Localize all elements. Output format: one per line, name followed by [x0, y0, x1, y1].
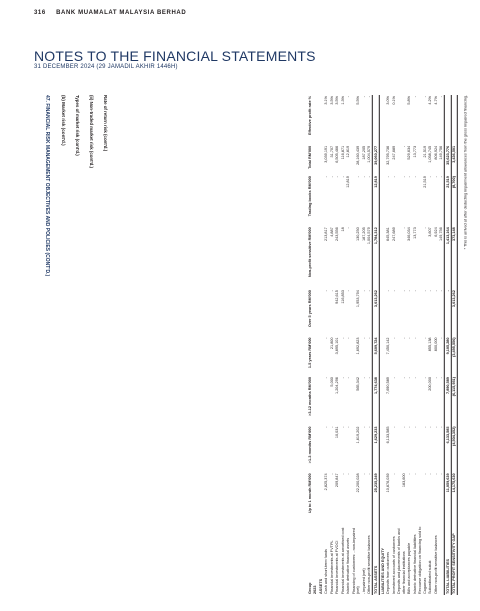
table-cell: 1,058,745	[427, 145, 432, 163]
table-cell: 0.1%	[391, 96, 396, 105]
table-cell: -	[391, 426, 396, 428]
column-header: >3-12 months RM'000	[307, 377, 312, 416]
table-cell: -	[433, 473, 438, 475]
subsection-heading: (b) Market risk (cont'd.)	[61, 95, 66, 146]
table-cell: 645,381	[385, 227, 390, 241]
subsection-heading: (ii) Non-traded market risk (cont'd.)	[89, 95, 94, 169]
table-cell: 247,689	[391, 145, 396, 160]
table-cell: 25,235,249	[373, 472, 380, 523]
table-cell: (8,700)	[451, 175, 458, 226]
table-cell: -	[438, 176, 443, 178]
row-label: Other non-profit sensitive balances	[367, 535, 372, 594]
table-cell: -	[406, 290, 411, 292]
table-cell: -	[361, 290, 366, 292]
table-cell: -	[346, 426, 351, 428]
table-cell: 2,825,374	[324, 473, 329, 491]
table-cell: 6,924	[433, 227, 438, 237]
row-label: - impaired (net)	[361, 568, 366, 594]
table-cell: -	[406, 176, 411, 178]
table-cell: 21,519	[422, 145, 427, 158]
table-cell: 1,204,296	[335, 377, 340, 394]
table-row	[396, 95, 406, 595]
table-cell: (3,495,556)	[451, 336, 458, 376]
row-label: Financing of customers: - non-impaired (net)	[351, 528, 361, 594]
table-cell: -	[412, 96, 417, 98]
table-cell: 3,039,191	[324, 145, 329, 163]
section-heading: 47. FINANCIAL RISK MANAGEMENT OBJECTIVES AND POLICIES (CONT'D.)	[44, 95, 50, 277]
table-cell: 243,556	[335, 227, 340, 241]
table-cell: -	[367, 426, 372, 428]
table-cell: 183,600	[401, 473, 406, 488]
table-cell: -	[438, 426, 443, 428]
table-cell: 9,105,280	[444, 336, 451, 376]
table-cell: 565,342	[356, 377, 361, 391]
table-cell: -	[438, 377, 443, 379]
table-cell: -	[401, 227, 406, 229]
page-number: 316	[34, 10, 46, 16]
table-cell: 3.0%	[385, 96, 390, 105]
publisher-name: BANK MUAMALAT MALAYSIA BERHAD	[56, 10, 187, 16]
table-cell: -	[401, 377, 406, 379]
table-cell: -	[385, 290, 390, 292]
table-cell: -	[433, 176, 438, 178]
row-label: Deposits from customers	[385, 552, 390, 594]
table-cell: -	[346, 337, 351, 339]
table-cell: 800,000	[433, 337, 438, 352]
table-cell: -	[433, 377, 438, 379]
table-cell: 1,619,202	[356, 426, 361, 444]
table-cell: 1,004,579	[367, 227, 372, 245]
table-cell: 373,148	[451, 226, 458, 289]
table-cell: 1,004,579	[367, 145, 372, 163]
table-cell: 247,689	[391, 227, 396, 241]
column-header: Up to 1 month RM'000	[307, 473, 312, 514]
page-header	[34, 10, 186, 16]
table-cell: 35,623,776	[444, 145, 451, 175]
table-cell: 22,200,028	[356, 473, 361, 493]
row-label: Islamic derivative financial assets	[346, 537, 351, 594]
table-cell: -	[412, 176, 417, 178]
table-cell: -	[367, 290, 372, 292]
table-cell: -	[438, 290, 443, 292]
column-header: Total RM'000	[307, 145, 312, 169]
table-cell: -	[412, 290, 417, 292]
table-cell: -	[412, 377, 417, 379]
subsection-heading: Types of market risk (cont'd.)	[75, 95, 80, 156]
table-cell: -	[367, 377, 372, 379]
table-cell: 1.3%	[340, 96, 345, 105]
table-cell	[451, 95, 458, 145]
table-cell: -	[438, 96, 443, 98]
table-cell: -	[324, 176, 329, 178]
table-cell: -	[422, 473, 427, 475]
table-cell: -	[406, 377, 411, 379]
table-cell: 3.1%	[324, 96, 329, 105]
row-label: Investment accounts of customers	[391, 536, 396, 594]
table-cell: (4,504,352)	[451, 426, 458, 473]
row-label: TOTAL ASSETS	[373, 523, 380, 595]
table-cell: -	[340, 176, 345, 178]
column-header: Group	[307, 582, 312, 594]
row-label: ASSETS	[318, 578, 323, 594]
table-body	[312, 95, 457, 595]
table-cell: -	[340, 377, 345, 379]
table-cell: -	[401, 176, 406, 178]
row-label: Financial investments at FVOCI	[335, 540, 340, 594]
table-cell: 3.5%	[335, 96, 340, 105]
table-cell: 942,615	[335, 290, 340, 304]
table-cell: -	[346, 377, 351, 379]
table-cell: 21,519	[422, 176, 427, 188]
column-header: Over 5 years RM'000	[307, 290, 312, 328]
table-cell: 130,250	[356, 227, 361, 241]
table-cell: -	[324, 290, 329, 292]
table-cell: -	[335, 176, 340, 178]
rate-of-return-table	[307, 95, 458, 595]
table-cell: -	[346, 473, 351, 475]
table-cell: 11,059,639	[444, 472, 451, 523]
table-cell: -	[406, 426, 411, 428]
table-row	[351, 95, 361, 595]
table-cell: 31,707	[329, 145, 334, 158]
subsection-heading: Rate of return risk (cont'd.)	[103, 95, 108, 152]
row-label: TOTAL PROFIT SENSITIVITY GAP	[451, 523, 458, 595]
table-cell: -	[391, 337, 396, 339]
table-cell: -	[324, 426, 329, 428]
table-cell: -	[401, 337, 406, 339]
table-cell: 116,853	[340, 290, 345, 304]
table-cell: -	[412, 337, 417, 339]
table-cell: -	[422, 426, 427, 428]
table-cell: -	[406, 473, 411, 475]
table-cell: 3,895,101	[335, 337, 340, 355]
table-cell: 3,013,262	[451, 289, 458, 336]
table-cell: 806,924	[433, 145, 438, 160]
table-cell: -	[367, 176, 372, 178]
table-cell: 14,175,630	[451, 472, 458, 523]
row-label: 2023	[312, 585, 317, 594]
table-cell: 6,133,585	[444, 426, 451, 473]
table-cell: -	[329, 176, 334, 178]
table-cell: 7,890,589	[444, 376, 451, 425]
table-cell: 4.2%	[427, 96, 432, 105]
column-header: >1-3 months RM'000	[307, 426, 312, 464]
row-label: Deposits and placements of banks and other financial institutions	[396, 528, 406, 594]
table-cell: -	[361, 96, 366, 98]
table-cell: -	[346, 96, 351, 98]
table-cell: 3,607	[427, 227, 432, 237]
table-cell: -	[412, 473, 417, 475]
table-cell: 39,060,277	[373, 145, 380, 175]
column-header: Non-profit sensitive RM'000	[307, 227, 312, 278]
table-cell: -	[391, 377, 396, 379]
table-cell: 5.5%	[356, 96, 361, 105]
table-cell: -	[340, 473, 345, 475]
table-row	[451, 95, 458, 595]
table-cell: 346,034	[406, 227, 411, 241]
table-cell: 1,692,823	[356, 337, 361, 355]
table-cell: 4,887	[329, 227, 334, 237]
table-cell: -	[422, 377, 427, 379]
table-cell: -	[367, 337, 372, 339]
table-cell: 1,953,794	[356, 290, 361, 308]
table-cell: -	[444, 289, 451, 336]
table-cell: -	[329, 290, 334, 292]
table-cell: (6,115,951)	[451, 376, 458, 425]
table-cell: 32,795,736	[385, 145, 390, 165]
table-cell: -	[356, 176, 361, 178]
table-cell: -	[438, 473, 443, 475]
table-cell: -	[391, 290, 396, 292]
row-label: Financial investments at amortised cost	[340, 527, 345, 594]
table-cell: -	[401, 145, 406, 148]
table-cell: 187,205	[361, 145, 366, 160]
column-header: Trading books RM'000	[307, 176, 312, 217]
table-cell: 5.8%	[406, 96, 411, 105]
table-cell: -	[422, 337, 427, 339]
table-cell: 209,847	[335, 473, 340, 488]
row-label: Subordinated sukuk	[427, 560, 432, 594]
table-cell: 28,160,439	[356, 145, 361, 165]
table-cell: -	[401, 426, 406, 428]
table-cell: 1,629,233	[373, 426, 380, 473]
table-cell: 6,133,585	[385, 426, 390, 444]
table-cell: -	[346, 290, 351, 292]
row-label: Financial investments at FVTPL	[329, 540, 334, 594]
table-cell: 4.7%	[433, 96, 438, 105]
table-cell: -	[346, 227, 351, 229]
table-cell: 3,013,262	[373, 289, 380, 336]
table-cell: -	[427, 473, 432, 475]
table-cell: 1,413,164	[444, 226, 451, 289]
table-cell: 10,876,039	[385, 473, 390, 493]
table-cell: -	[401, 290, 406, 292]
table-cell: 13,773	[412, 145, 417, 158]
table-cell: -	[433, 290, 438, 292]
table-cell: -	[385, 176, 390, 178]
table-cell: 5,000	[329, 377, 334, 387]
table-cell: -	[367, 473, 372, 475]
row-label: Cash and short-term funds	[324, 549, 329, 594]
table-cell: -	[412, 426, 417, 428]
table-cell: 12,819	[346, 145, 351, 158]
table-cell: 1,774,638	[373, 376, 380, 425]
table-cell: -	[391, 473, 396, 475]
row-label: Recourse obligation on financing sold to Cagamas	[417, 526, 427, 594]
table-cell: 116,871	[340, 145, 345, 160]
row-label: LIABILITIES AND EQUITY	[380, 547, 385, 594]
table-cell: 529,634	[406, 145, 411, 160]
table-cell: -	[340, 426, 345, 428]
table-cell: 6,505,466	[335, 145, 340, 163]
column-header: 1-5 years RM'000	[307, 337, 312, 369]
table-cell: 5,609,724	[373, 336, 380, 376]
table-cell: 855,138	[427, 337, 432, 352]
table-cell: -	[361, 377, 366, 379]
table-cell: 149,756	[438, 227, 443, 241]
table-cell: -	[324, 377, 329, 379]
page-subtitle: 31 DECEMBER 2024 (29 JAMADIL AKHIR 1446H)	[34, 64, 178, 70]
table-cell: 12,819	[373, 175, 380, 226]
table-cell: 149,756	[438, 145, 443, 160]
table-cell: 3.5%	[329, 96, 334, 105]
table-cell: 3,436,501	[451, 145, 458, 175]
table-cell: -	[422, 290, 427, 292]
row-label: Bills and acceptances payable	[406, 542, 411, 594]
rotated-table-area	[30, 85, 470, 600]
table-cell	[396, 95, 406, 145]
table-cell: 10,031	[335, 426, 340, 439]
table-cell: -	[406, 337, 411, 339]
table-cell: -	[324, 337, 329, 339]
table-cell: -	[361, 337, 366, 339]
table-cell: 213,817	[324, 227, 329, 241]
table-cell: -	[422, 96, 427, 98]
page-title: NOTES TO THE FINANCIAL STATEMENTS	[34, 48, 316, 64]
table-cell: -	[340, 337, 345, 339]
table-cell: 18	[340, 227, 345, 232]
table-cell: -	[438, 337, 443, 339]
row-label: TOTAL LIABILITIES	[444, 523, 451, 595]
table-row	[417, 95, 427, 595]
table-cell: 7,690,589	[385, 377, 390, 394]
table-cell: 21,800	[329, 337, 334, 350]
table-cell: 21,519	[444, 175, 451, 226]
table-cell: -	[361, 176, 366, 178]
table-cell: -	[367, 96, 372, 98]
table-cell: 7,450,142	[385, 337, 390, 355]
column-header: Effective profit rate %	[307, 96, 312, 136]
table-cell: 12,819	[346, 176, 351, 188]
table-cell: 13,773	[412, 227, 417, 239]
footnote: * This is arrived at after deducting impairment allowances from the gross impaired financing.	[463, 95, 468, 250]
table-cell: -	[427, 290, 432, 292]
table-cell: -	[391, 176, 396, 178]
table-cell: 1,784,312	[373, 226, 380, 289]
table-cell: -	[427, 176, 432, 178]
table-cell: -	[329, 473, 334, 475]
table-cell: 200,000	[427, 377, 432, 391]
table-cell: -	[427, 426, 432, 428]
table-cell: -	[361, 426, 366, 428]
table-cell: -	[329, 426, 334, 428]
table-cell: -	[361, 473, 366, 475]
row-label: Islamic derivative financial liabilities	[412, 534, 417, 594]
table-cell: -	[422, 227, 427, 229]
table-cell: -	[433, 426, 438, 428]
row-label: Other non-profit sensitive balances	[433, 535, 438, 594]
table-cell: 187,205	[361, 227, 366, 241]
